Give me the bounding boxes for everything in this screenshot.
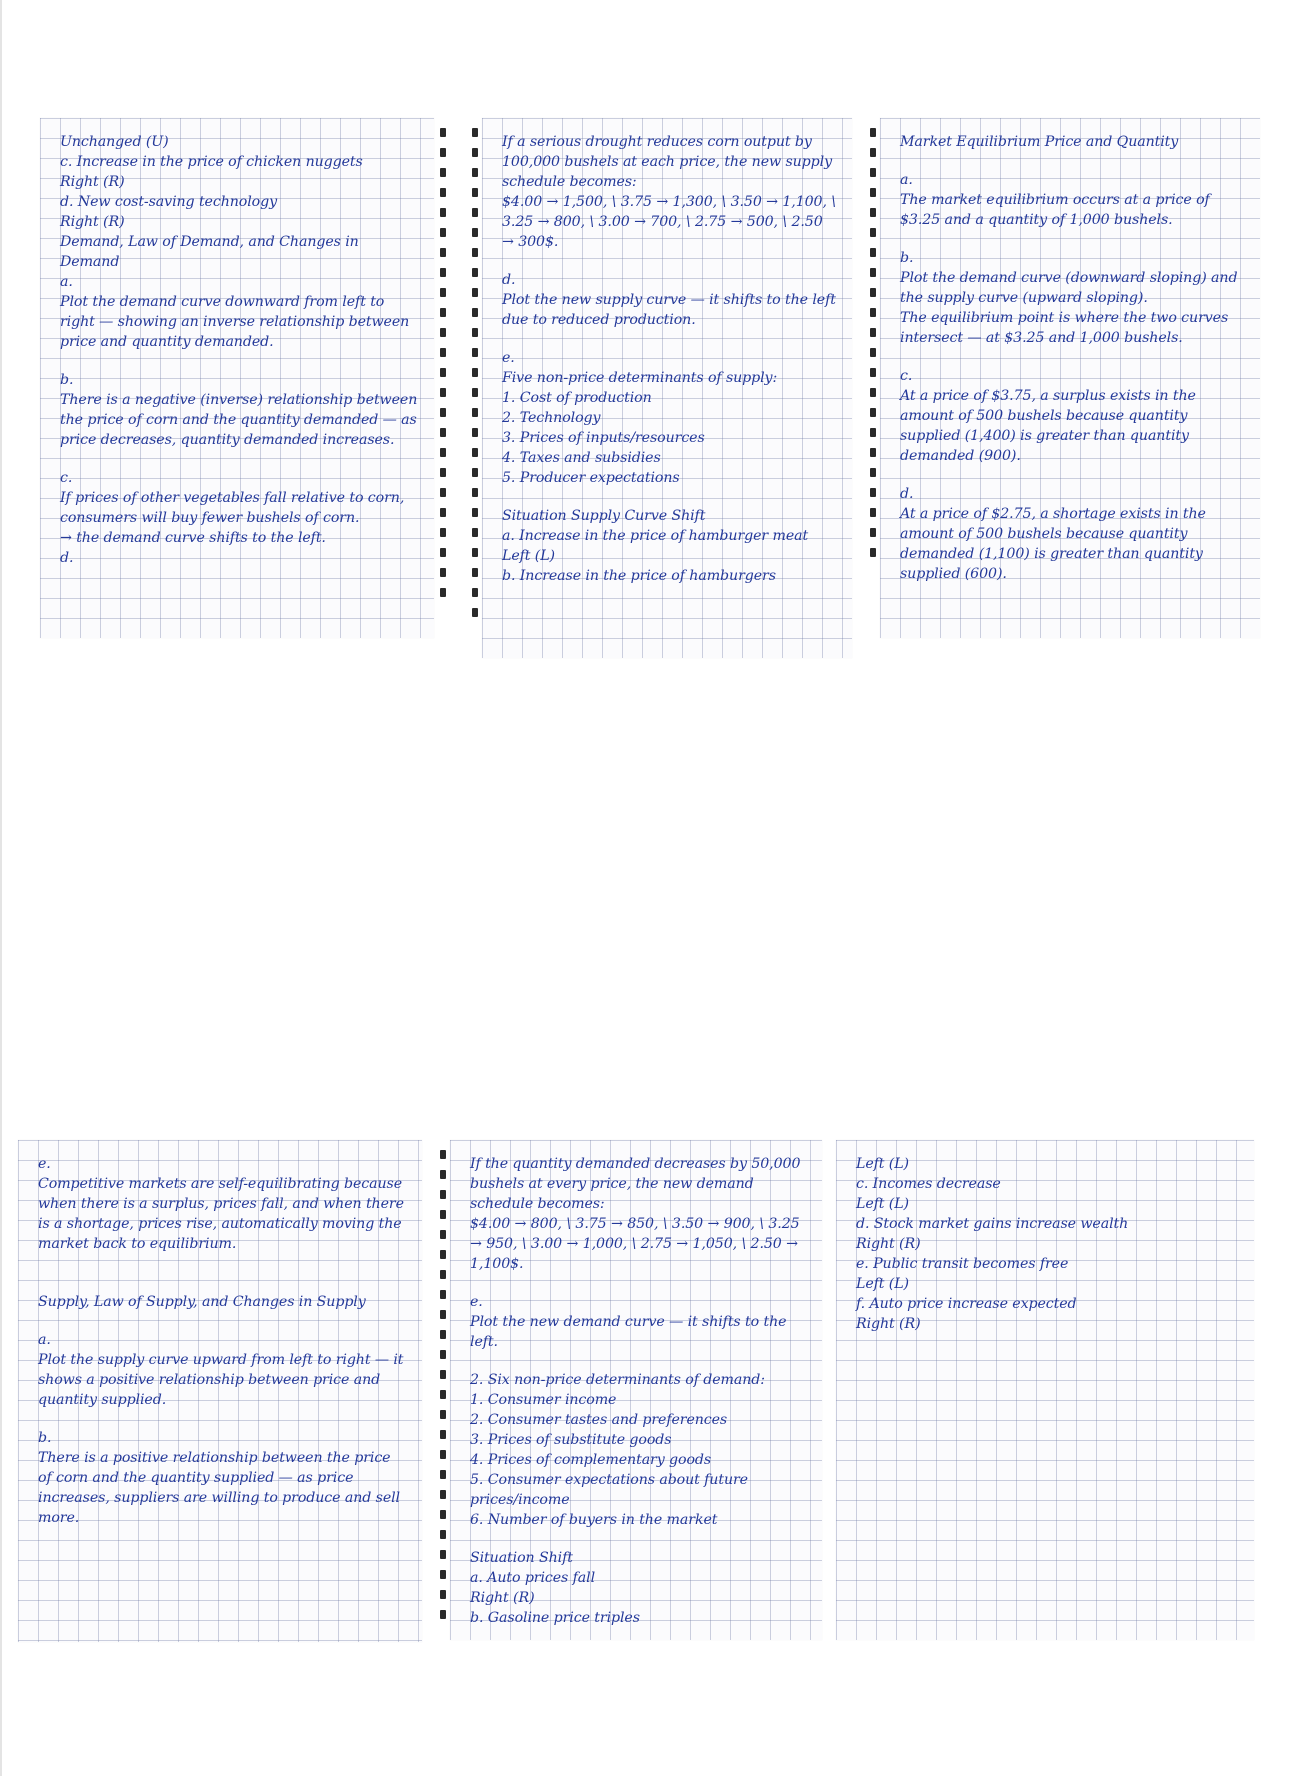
note-line: Left (L) — [856, 1156, 909, 1172]
note-line: Competitive markets are self-equilibrating because when there is a surplus, prices fall, and when there is a shortage, prices rise, automatically moving the market back to equilibrium. — [38, 1176, 404, 1252]
note-line: 4. Prices of complementary goods — [470, 1452, 712, 1468]
note-line: 2. Technology — [502, 410, 601, 426]
note-line: f. Auto price increase expected — [856, 1296, 1077, 1312]
note-line: At a price of $2.75, a shortage exists in the amount of 500 bushels because quantity demanded (1,100) is greater than quantity supplied (600). — [900, 506, 1206, 582]
note-line: Plot the demand curve (downward sloping) and the supply curve (upward sloping). — [900, 270, 1238, 306]
note-line: 4. Taxes and subsidies — [502, 450, 661, 466]
note-line: e. — [470, 1294, 483, 1310]
notebook-page-1 — [40, 118, 434, 638]
notebook-page-2 — [482, 118, 852, 658]
note-line: e. — [502, 350, 515, 366]
spiral-binding — [440, 128, 448, 608]
section-heading: Situation Supply Curve Shift — [502, 508, 706, 524]
note-line: Plot the supply curve upward from left to right — it shows a positive relationship between price and quantity supplied. — [38, 1352, 404, 1408]
note-line: Plot the new supply curve — it shifts to the left due to reduced production. — [502, 292, 836, 328]
note-line: d. Stock market gains increase wealth — [856, 1216, 1129, 1232]
note-line: b. Gasoline price triples — [470, 1610, 640, 1626]
note-line: Right (R) — [60, 174, 125, 190]
handwritten-notes — [38, 1154, 408, 1528]
handwritten-notes — [856, 1154, 1240, 1334]
note-line: Left (L) — [856, 1196, 909, 1212]
note-line: If the quantity demanded decreases by 50,000 bushels at every price, the new demand schedule becomes: — [470, 1156, 801, 1212]
section-heading: Demand, Law of Demand, and Changes in Demand — [60, 234, 359, 270]
note-line: $4.00 → 1,500, \ 3.75 → 1,300, \ 3.50 → 1,100, \ 3.25 → 800, \ 3.00 → 700, \ 2.75 → 500, \ 2.50 → 300$. — [502, 194, 836, 250]
note-line: → the demand curve shifts to the left. — [60, 530, 326, 546]
spiral-binding — [870, 128, 878, 568]
note-line: Left (L) — [502, 548, 555, 564]
section-heading: Situation Shift — [470, 1550, 573, 1566]
note-line: b. — [900, 250, 914, 266]
note-line: b. — [60, 372, 74, 388]
note-line: Unchanged (U) — [60, 134, 169, 150]
note-line: a. — [60, 274, 73, 290]
note-line: d. — [502, 272, 516, 288]
note-line: Right (R) — [856, 1236, 921, 1252]
note-line: 2. Six non-price determinants of demand: — [470, 1372, 765, 1388]
notebook-page-5 — [450, 1140, 822, 1640]
note-line: The equilibrium point is where the two curves intersect — at $3.25 and 1,000 bushels. — [900, 310, 1229, 346]
note-line: e. Public transit becomes free — [856, 1256, 1069, 1272]
note-line: There is a negative (inverse) relationship between the price of corn and the quantity demanded — as price decreases, quantity demanded increases. — [60, 392, 418, 448]
note-line: Plot the demand curve downward from left to right — showing an inverse relationship between price and quantity demanded. — [60, 294, 410, 350]
note-line: a. Increase in the price of hamburger meat — [502, 528, 809, 544]
handwritten-notes — [502, 132, 838, 586]
note-line: 2. Consumer tastes and preferences — [470, 1412, 728, 1428]
note-line: a. — [900, 172, 913, 188]
note-line: e. — [38, 1156, 51, 1172]
note-line: If a serious drought reduces corn output by 100,000 bushels at each price, the new supply schedule becomes: — [502, 134, 832, 190]
note-line: c. Incomes decrease — [856, 1176, 1001, 1192]
note-line: b. Increase in the price of hamburgers — [502, 568, 776, 584]
note-line: d. — [60, 550, 74, 566]
note-line: 3. Prices of substitute goods — [470, 1432, 672, 1448]
handwritten-notes — [470, 1154, 808, 1628]
note-line: The market equilibrium occurs at a price of $3.25 and a quantity of 1,000 bushels. — [900, 192, 1210, 228]
note-line: If prices of other vegetables fall relative to corn, consumers will buy fewer bushels of corn. — [60, 490, 405, 526]
note-line: 5. Producer expectations — [502, 470, 680, 486]
note-line: Left (L) — [856, 1276, 909, 1292]
note-line: Five non-price determinants of supply: — [502, 370, 778, 386]
notebook-page-6 — [836, 1140, 1254, 1640]
note-line: d. New cost-saving technology — [60, 194, 277, 210]
note-line: c. Increase in the price of chicken nuggets — [60, 154, 363, 170]
note-line: a. Auto prices fall — [470, 1570, 596, 1586]
note-line: Right (R) — [470, 1590, 535, 1606]
note-line: c. — [60, 470, 73, 486]
note-line: d. — [900, 486, 914, 502]
screen-edge — [0, 0, 2, 1776]
spiral-binding — [472, 128, 480, 628]
note-line: 3. Prices of inputs/resources — [502, 430, 705, 446]
note-line: a. — [38, 1332, 51, 1348]
section-heading: Supply, Law of Supply, and Changes in Supply — [38, 1294, 366, 1310]
notebook-page-3 — [880, 118, 1260, 638]
note-line: Plot the new demand curve — it shifts to the left. — [470, 1314, 787, 1350]
note-line: b. — [38, 1430, 52, 1446]
note-line: There is a positive relationship between the price of corn and the quantity supplied — as price increases, suppliers are willing to produce and sell more. — [38, 1450, 400, 1526]
section-heading: Market Equilibrium Price and Quantity — [900, 134, 1179, 150]
note-line: 5. Consumer expectations about future prices/income — [470, 1472, 748, 1508]
handwritten-notes — [60, 132, 420, 568]
spiral-binding — [440, 1150, 448, 1630]
note-line: 1. Consumer income — [470, 1392, 617, 1408]
note-line: Right (R) — [60, 214, 125, 230]
notebook-page-4 — [18, 1140, 422, 1642]
note-line: 1. Cost of production — [502, 390, 652, 406]
note-line: At a price of $3.75, a surplus exists in the amount of 500 bushels because quantity supplied (1,400) is greater than quantity demanded (900). — [900, 388, 1196, 464]
note-line: c. — [900, 368, 913, 384]
handwritten-notes — [900, 132, 1246, 584]
note-line: 6. Number of buyers in the market — [470, 1512, 718, 1528]
note-line: $4.00 → 800, \ 3.75 → 850, \ 3.50 → 900, \ 3.25 → 950, \ 3.00 → 1,000, \ 2.75 → 1,050, \ 2.50 → 1,100$. — [470, 1216, 800, 1272]
note-line: Right (R) — [856, 1316, 921, 1332]
